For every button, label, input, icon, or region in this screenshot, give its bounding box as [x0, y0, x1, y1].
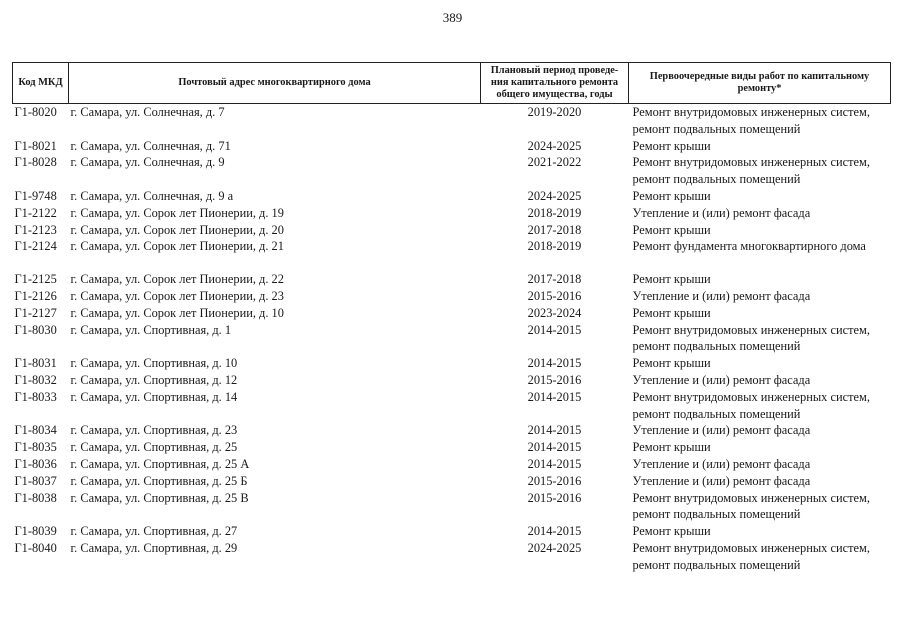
row-period: 2014-2015	[527, 423, 582, 438]
row-works: Ремонт внутридомовых инженерных систем, ремонт подвальных помещений	[632, 322, 870, 354]
row-code: Г1-2124	[14, 239, 57, 254]
row-works: Утепление и (или) ремонт фасада	[632, 473, 811, 488]
row-period: 2021-2022	[527, 155, 582, 170]
table-row	[13, 540, 891, 574]
row-works: Ремонт внутридомовых инженерных систем, ремонт подвальных помещений	[632, 105, 870, 136]
blank-row	[13, 255, 891, 271]
row-works: Утепление и (или) ремонт фасада	[632, 372, 811, 387]
row-period: 2017-2018	[527, 272, 582, 287]
row-code: Г1-2127	[14, 305, 57, 320]
table-row	[13, 456, 891, 473]
row-code: Г1-2125	[14, 272, 57, 287]
row-address: г. Самара, ул. Спортивная, д. 29	[70, 540, 238, 555]
row-address: г. Самара, ул. Сорок лет Пионерии, д. 10	[70, 305, 284, 320]
table-row	[13, 288, 891, 305]
row-address: г. Самара, ул. Спортивная, д. 23	[70, 423, 238, 438]
row-period: 2014-2015	[527, 322, 582, 337]
table-row	[13, 322, 891, 356]
header-address: Почтовый адрес многоквартирного дома	[69, 63, 481, 104]
row-works: Ремонт крыши	[632, 524, 711, 539]
row-code: Г1-8036	[14, 456, 57, 471]
row-address: г. Самара, ул. Спортивная, д. 12	[70, 372, 238, 387]
row-works: Ремонт крыши	[632, 188, 711, 203]
row-code: Г1-9748	[14, 188, 57, 203]
table-row	[13, 422, 891, 439]
row-works: Ремонт внутридомовых инженерных систем, ремонт подвальных помещений	[632, 540, 870, 572]
row-works: Ремонт крыши	[632, 138, 711, 153]
row-period: 2024-2025	[527, 188, 582, 203]
row-works: Ремонт крыши	[632, 305, 711, 320]
row-address: г. Самара, ул. Спортивная, д. 14	[70, 389, 238, 404]
table-row	[13, 104, 891, 138]
row-address: г. Самара, ул. Спортивная, д. 25 А	[70, 456, 250, 471]
table-row	[13, 355, 891, 372]
row-period: 2014-2015	[527, 524, 582, 539]
row-period: 2015-2016	[527, 372, 582, 387]
row-period: 2014-2015	[527, 389, 582, 404]
row-period: 2017-2018	[527, 222, 582, 237]
row-code: Г1-8034	[14, 423, 57, 438]
row-code: Г1-8028	[14, 155, 57, 170]
table-row	[13, 138, 891, 155]
row-address: г. Самара, ул. Спортивная, д. 25 Б	[70, 473, 248, 488]
page-number: 389	[442, 10, 463, 25]
row-works: Утепление и (или) ремонт фасада	[632, 456, 811, 471]
row-works: Утепление и (или) ремонт фасада	[632, 288, 811, 303]
row-address: г. Самара, ул. Солнечная, д. 7	[70, 105, 225, 119]
row-works: Ремонт крыши	[632, 222, 711, 237]
row-address: г. Самара, ул. Солнечная, д. 9 а	[70, 188, 234, 203]
row-address: г. Самара, ул. Сорок лет Пионерии, д. 21	[70, 239, 284, 254]
table-row	[13, 473, 891, 490]
row-code: Г1-8020	[14, 105, 57, 119]
table-header-row	[13, 63, 891, 104]
row-works: Утепление и (или) ремонт фасада	[632, 205, 811, 220]
row-address: г. Самара, ул. Спортивная, д. 25	[70, 440, 238, 455]
row-code: Г1-8031	[14, 356, 57, 371]
table-row	[13, 305, 891, 322]
row-works: Ремонт внутридомовых инженерных систем, ремонт подвальных помещений	[632, 155, 870, 187]
row-period: 2015-2016	[527, 473, 582, 488]
row-address: г. Самара, ул. Сорок лет Пионерии, д. 23	[70, 288, 284, 303]
table-row	[13, 439, 891, 456]
row-address: г. Самара, ул. Спортивная, д. 27	[70, 524, 238, 539]
table-row	[13, 222, 891, 239]
row-code: Г1-8021	[14, 138, 57, 153]
row-code: Г1-8033	[14, 389, 57, 404]
row-period: 2014-2015	[527, 456, 582, 471]
row-address: г. Самара, ул. Спортивная, д. 10	[70, 356, 238, 371]
row-period: 2019-2020	[527, 105, 582, 119]
row-period: 2024-2025	[527, 540, 582, 555]
row-period: 2015-2016	[527, 288, 582, 303]
row-code: Г1-8035	[14, 440, 57, 455]
table-row	[13, 238, 891, 255]
table-row	[13, 523, 891, 540]
row-code: Г1-8030	[14, 322, 57, 337]
row-address: г. Самара, ул. Сорок лет Пионерии, д. 19	[70, 205, 284, 220]
capital-repair-table	[12, 62, 891, 574]
row-code: Г1-2126	[14, 288, 57, 303]
row-code: Г1-8039	[14, 524, 57, 539]
header-works: Первоочередные виды работ по капитальному ремонту*	[629, 63, 891, 104]
row-works: Ремонт внутридомовых инженерных систем, ремонт подвальных помещений	[632, 389, 870, 421]
row-period: 2023-2024	[527, 305, 582, 320]
table-row	[13, 154, 891, 188]
table-row	[13, 389, 891, 423]
row-code: Г1-2122	[14, 205, 57, 220]
table-row	[13, 271, 891, 288]
table-row	[13, 188, 891, 205]
table-row	[13, 490, 891, 524]
row-code: Г1-8040	[14, 540, 57, 555]
row-period: 2014-2015	[527, 356, 582, 371]
row-address: г. Самара, ул. Солнечная, д. 71	[70, 138, 231, 153]
row-address: г. Самара, ул. Солнечная, д. 9	[70, 155, 225, 170]
row-period: 2018-2019	[527, 239, 582, 254]
header-code: Код МКД	[13, 63, 69, 104]
header-period: Плановый период проведе-ния капитального ремонта общего имущества, годы	[481, 63, 629, 104]
row-works: Ремонт фундамента многоквартирного дома	[632, 239, 866, 254]
table-row	[13, 372, 891, 389]
row-address: г. Самара, ул. Спортивная, д. 25 В	[70, 490, 249, 505]
row-code: Г1-2123	[14, 222, 57, 237]
row-period: 2015-2016	[527, 490, 582, 505]
row-period: 2024-2025	[527, 138, 582, 153]
row-address: г. Самара, ул. Сорок лет Пионерии, д. 20	[70, 222, 284, 237]
row-works: Утепление и (или) ремонт фасада	[632, 423, 811, 438]
row-code: Г1-8032	[14, 372, 57, 387]
row-period: 2014-2015	[527, 440, 582, 455]
row-works: Ремонт крыши	[632, 272, 711, 287]
row-works: Ремонт внутридомовых инженерных систем, ремонт подвальных помещений	[632, 490, 870, 522]
row-address: г. Самара, ул. Спортивная, д. 1	[70, 322, 232, 337]
row-period: 2018-2019	[527, 205, 582, 220]
row-works: Ремонт крыши	[632, 440, 711, 455]
row-address: г. Самара, ул. Сорок лет Пионерии, д. 22	[70, 272, 284, 287]
table-row	[13, 205, 891, 222]
row-code: Г1-8038	[14, 490, 57, 505]
row-code: Г1-8037	[14, 473, 57, 488]
row-works: Ремонт крыши	[632, 356, 711, 371]
